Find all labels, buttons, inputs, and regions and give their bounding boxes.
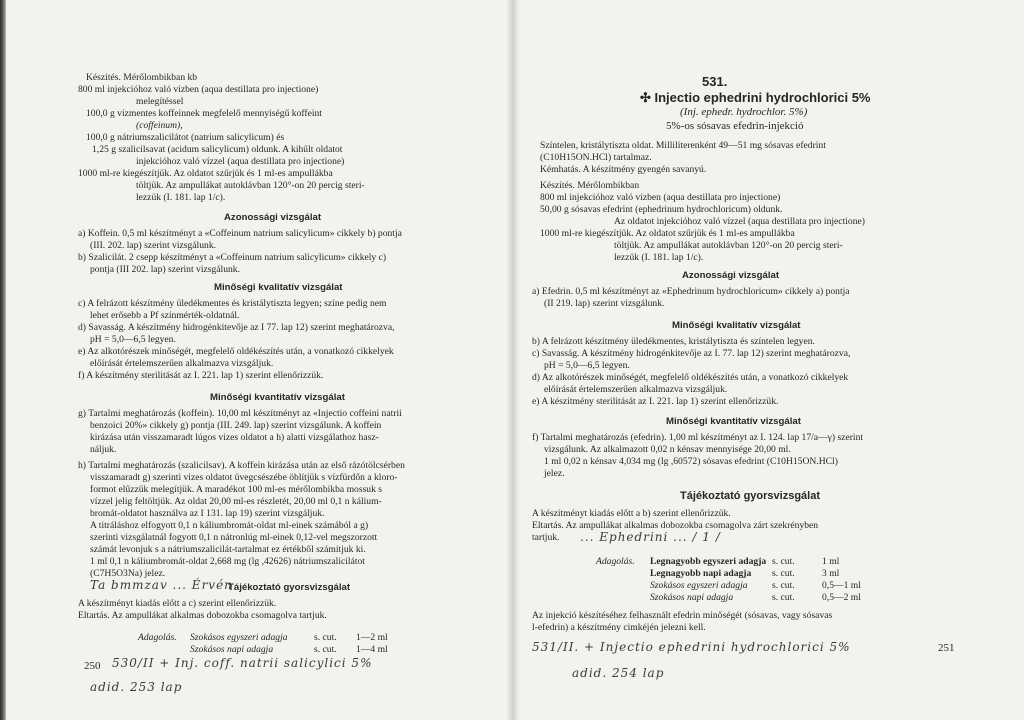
text-line: melegítéssel <box>136 96 184 107</box>
section-heading: Minőségi kvalitatív vizsgálat <box>672 320 801 331</box>
text-line: e) Az alkotórészek minőségét, megfelelő oldékészítés után, a vonatkozó cikkelyek <box>78 346 394 357</box>
dose-row-value: 0,5—1 ml <box>822 580 861 591</box>
right-page <box>532 0 962 720</box>
dose-row-unit: s. cut. <box>772 556 795 567</box>
handwritten-note: Ta bmmzav ... Érvén <box>90 578 233 592</box>
handwritten-note: adid. 254 lap <box>572 666 665 680</box>
text-line: pH = 5,0—6,5 legyen. <box>90 334 176 345</box>
text-line: töltjük. Az ampullákat autoklávban 120°-on 20 percig steri- <box>614 240 843 251</box>
text-line: a) Koffein. 0,5 ml készítményt a «Coffeinum natrium salicylicum» cikkely b) pontja <box>78 228 402 239</box>
text-line: f) A készítmény sterilitását az I. 221. lap 1) szerint ellenőrizzük. <box>78 370 324 381</box>
text-line: c) A felrázott készítmény üledékmentes és kristálytiszta legyen; színe pedig nem <box>78 298 387 309</box>
section-heading: Tájékoztató gyorsvizsgálat <box>228 582 351 593</box>
text-line: l-efedrin) a készítmény cimkéjén jelezni kell. <box>532 622 706 633</box>
text-line: d) Az alkotórészek minőségét, megfelelő oldékészítés után, a vonatkozó cikkelyek <box>532 372 849 383</box>
text-line: 1 ml 0,1 n káliumbromát-oldat 2,668 mg (lg ,42626) nátriumszalicilátot <box>90 556 365 567</box>
section-heading: Minőségi kvantitatív vizsgálat <box>210 392 345 403</box>
text-line: töltjük. Az ampullákat autoklávban 120°-on 20 percig steri- <box>136 180 365 191</box>
text-line: g) Tartalmi meghatározás (koffein). 10,00 ml készítményt az «Injectio coffeini natrii <box>78 408 402 419</box>
text-line: 100,0 g nátriumszalicilátot (natrium salicylicum) és <box>86 132 285 143</box>
binding-edge <box>0 0 6 720</box>
dose-row-label: Legnagyobb napi adagja <box>650 568 752 579</box>
page-number: 251 <box>938 642 955 654</box>
text-line: benzoici 20%» cikkely g) pontja (III. 249. lap) szerint vizsgálunk. A koffein <box>90 420 382 431</box>
text-line: számát levonjuk s a nátriumszalicilát-tartalmat ez értékből számítjuk ki. <box>90 544 366 555</box>
text-line: Eltartás. Az ampullákat alkalmas dobozokba csomagolva zárt szekrényben <box>532 520 819 531</box>
text-line: A készítményt kiadás előtt a c) szerint ellenőrizzük. <box>78 598 277 609</box>
text-line: Az oldatot injekcióhoz való vízzel (aqua destillata pro injectione) <box>614 216 865 227</box>
text-line: Színtelen, kristálytiszta oldat. Milliliterenként 49—51 mg sósavas efedrint <box>540 140 826 151</box>
dose-row-unit: s. cut. <box>314 632 337 643</box>
dose-row-value: 1—4 ml <box>356 644 388 655</box>
dose-row-value: 1 ml <box>822 556 840 567</box>
dose-row-label: Szokásos napi adagja <box>650 592 734 603</box>
text-line: jelez. <box>544 468 565 479</box>
text-line: vizsgálunk. Az alkalmazott 0,02 n kénsav mennyisége 20,00 ml. <box>544 444 791 455</box>
article-subtitle: 5%-os sósavas efedrin-injekció <box>666 120 804 132</box>
dose-label: Adagolás. <box>596 556 635 567</box>
text-line: Az injekció készítéséhez felhasznált efedrin minőségét (sósavas, vagy sósavas <box>532 610 833 621</box>
article-title: ✣ Injectio ephedrini hydrochlorici 5% <box>640 90 871 105</box>
text-line: a) Efedrin. 0,5 ml készítményt az «Ephedrinum hydrochloricum» cikkely a) pontja <box>532 286 850 297</box>
text-line: 800 ml injekcióhoz való vízben (aqua destillata pro injectione) <box>78 84 319 95</box>
text-line: bromát-oldatot használva az I 131. lap 19) szerint vizsgáljuk. <box>90 508 325 519</box>
text-line: náljuk. <box>90 444 117 455</box>
dose-row-label: Legnagyobb egyszeri adagja <box>650 556 767 567</box>
handwritten-note: 530/II + Inj. coff. natrii salicylici 5% <box>112 656 373 670</box>
text-line: pontja (III 202. lap) szerint vizsgálunk. <box>90 264 240 275</box>
section-heading: Tájékoztató gyorsvizsgálat <box>680 490 820 502</box>
text-line: e) A készítmény sterilitását az I. 221. lap 1) szerint ellenőrizzük. <box>532 396 779 407</box>
text-line: Eltartás. Az ampullákat alkalmas dobozokba csomagolva tartjuk. <box>78 610 327 621</box>
text-line: injekcióhoz való vízzel (aqua destillata pro injectione) <box>136 156 345 167</box>
text-line: vízzel jelig feltöltjük. Az oldat 20,00 ml-es részletét, 20,00 ml 0,1 n kálium- <box>90 496 382 507</box>
text-line: b) Szalicilát. 2 csepp készítményt a «Coffeinum natrium salicylicum» cikkely c) <box>78 252 387 263</box>
text-line: f) Tartalmi meghatározás (efedrin). 1,00 ml készítményt az I. 124. lap 17/a—γ) szerint <box>532 432 864 443</box>
text-line: kirázása után visszamaradt lúgos vizes oldatot a h) alatti vizsgálathoz hasz- <box>90 432 379 443</box>
text-line: c) Savasság. A készítmény hidrogénkitevője az I. 77. lap 12) szerint meghatározva, <box>532 348 851 359</box>
dose-row-value: 0,5—2 ml <box>822 592 861 603</box>
text-line: 50,00 g sósavas efedrint (ephedrinum hydrochloricum) oldunk. <box>540 204 783 215</box>
text-line: A titráláshoz elfogyott 0,1 n káliumbromát-oldat ml-einek számából a g) <box>90 520 369 531</box>
article-subtitle: (Inj. ephedr. hydrochlor. 5%) <box>680 106 808 118</box>
text-line: Készítés. Mérőlombikban <box>540 180 640 191</box>
dose-row-label: Szokásos napi adagja <box>190 644 274 655</box>
text-line: 1 ml 0,02 n kénsav 4,034 mg (lg ,60572) sósavas efedrint (C10H15ON.HCl) <box>544 456 838 467</box>
dose-row-label: Szokásos egyszeri adagja <box>190 632 288 643</box>
text-line: előírását értelemszerűen alkalmazva vizsgáljuk. <box>544 384 728 395</box>
text-line: Kémhatás. A készítmény gyengén savanyú. <box>540 164 707 175</box>
section-heading: Azonossági vizsgálat <box>682 270 780 281</box>
text-line: A készítményt kiadás előtt a b) szerint ellenőrizzük. <box>532 508 731 519</box>
dose-row-value: 3 ml <box>822 568 840 579</box>
dose-row-unit: s. cut. <box>314 644 337 655</box>
text-line: Készítés. Mérőlombikban kb <box>86 72 198 83</box>
dose-label: Adagolás. <box>138 632 177 643</box>
text-line: (II 219. lap) szerint vizsgálunk. <box>544 298 665 309</box>
dose-row-value: 1—2 ml <box>356 632 388 643</box>
handwritten-note: 531/II. + Injectio ephedrini hydrochlorici 5% <box>532 640 851 654</box>
text-line: lezzük (I. 181. lap 1/c). <box>136 192 226 203</box>
text-line: 100,0 g vízmentes koffeinnek megfelelő mennyiségű koffeint <box>86 108 322 119</box>
page-gutter <box>506 0 520 720</box>
left-page <box>78 0 498 720</box>
text-line: tartjuk. <box>532 532 560 543</box>
text-line: d) Savasság. A készítmény hidrogénkitevője az I 77. lap 12) szerint meghatározva, <box>78 322 395 333</box>
dose-row-unit: s. cut. <box>772 568 795 579</box>
text-line: 1,25 g szalicilsavat (acidum salicylicum) oldunk. A kihűlt oldatot <box>92 144 343 155</box>
article-number: 531. <box>702 74 728 89</box>
text-line: (C10H15ON.HCl) tartalmaz. <box>540 152 652 163</box>
text-line: formot elűzzük melegítjük. A maradékot 100 ml-es mérőlombikba mossuk s <box>90 484 383 495</box>
dose-row-unit: s. cut. <box>772 592 795 603</box>
text-line: előírását értelemszerűen alkalmazva vizsgáljuk. <box>90 358 274 369</box>
text-line: szerinti vizsgálatnál fogyott 0,1 n nátronlúg ml-einek 0,12-vel megszorzott <box>90 532 378 543</box>
text-line: 1000 ml-re kiegészítjük. Az oldatot szűrjük és 1 ml-es ampullákba <box>540 228 795 239</box>
text-line: lehet erősebb a Pf színmérték-oldatnál. <box>90 310 240 321</box>
text-line: 800 ml injekcióhoz való vízben (aqua destillata pro injectione) <box>540 192 781 203</box>
text-line: h) Tartalmi meghatározás (szalicilsav). A koffein kirázása után az első rázótölcsérben <box>78 460 405 471</box>
section-heading: Minőségi kvalitatív vizsgálat <box>214 282 343 293</box>
text-line: pH = 5,0—6,5 legyen. <box>544 360 630 371</box>
text-line: visszamaradt g) szerinti vizes oldatot üvegcsészébe öblítjük s vízfürdőn a kloro- <box>90 472 398 483</box>
handwritten-note: ... Ephedrini ... / 1 / <box>580 530 721 544</box>
section-heading: Minőségi kvantitatív vizsgálat <box>666 416 801 427</box>
handwritten-note: adid. 253 lap <box>90 680 183 694</box>
text-line: b) A felrázott készítmény üledékmentes, kristálytiszta és színtelen legyen. <box>532 336 815 347</box>
dose-row-unit: s. cut. <box>772 580 795 591</box>
dose-row-label: Szokásos egyszeri adagja <box>650 580 748 591</box>
text-line: (C7H5O3Na) jelez. <box>90 568 166 579</box>
text-line: lezzük (I. 181. lap 1/c). <box>614 252 704 263</box>
section-heading: Azonossági vizsgálat <box>224 212 322 223</box>
page-number: 250 <box>84 660 101 672</box>
text-line: (coffeinum), <box>136 120 183 131</box>
text-line: (III. 202. lap) szerint vizsgálunk. <box>90 240 217 251</box>
text-line: 1000 ml-re kiegészítjük. Az oldatot szűrjük és 1 ml-es ampullákba <box>78 168 333 179</box>
